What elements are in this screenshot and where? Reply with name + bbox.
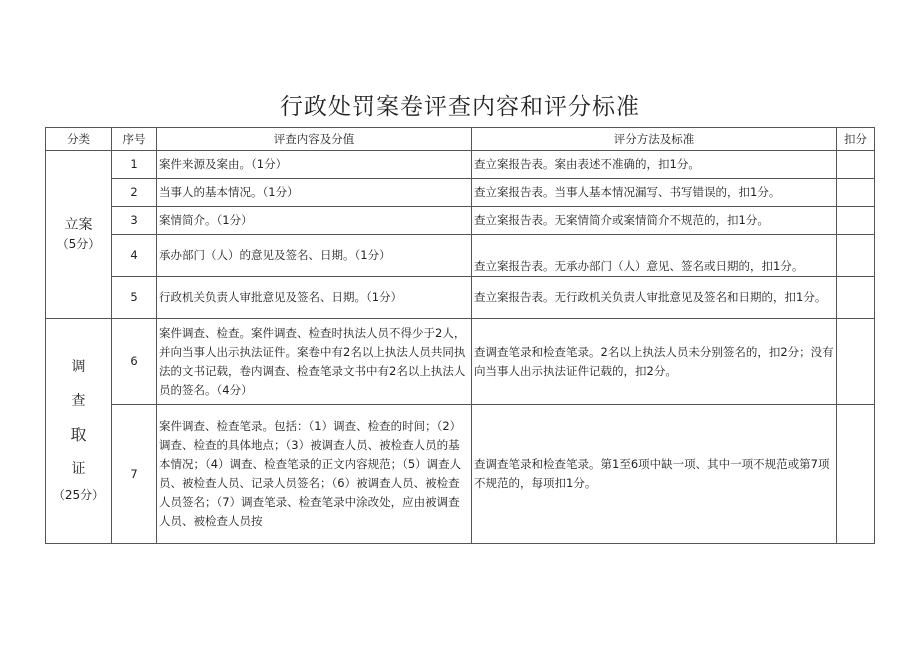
document-title: 行政处罚案卷评查内容和评分标准 <box>280 94 640 120</box>
row-content: 承办部门（人）的意见及签名、日期。（1分） <box>157 235 472 277</box>
table-row <box>46 405 875 544</box>
header-method: 评分方法及标准 <box>472 128 837 151</box>
category-investigation-score: （25分） <box>52 488 105 502</box>
row-method: 查调查笔录和检查笔录。2名以上执法人员未分别签名的，扣2分；没有向当事人出示执法证件记载的，扣2分。 <box>472 319 837 405</box>
table-row <box>46 179 875 207</box>
scoring-table <box>45 127 875 544</box>
category-filing-score: （5分） <box>56 236 101 251</box>
row-deduct <box>837 179 875 207</box>
row-deduct <box>837 319 875 405</box>
row-content: 行政机关负责人审批意见及签名、日期。（1分） <box>157 277 472 319</box>
category-investigation <box>46 319 112 544</box>
row-seq: 1 <box>112 151 157 179</box>
table-row <box>46 151 875 179</box>
category-investigation-char: 取 <box>70 425 87 444</box>
category-investigation-char: 调 <box>71 359 86 375</box>
row-method: 查立案报告表。无承办部门（人）意见、签名或日期的，扣1分。 <box>472 235 837 277</box>
table-row <box>46 207 875 235</box>
row-seq: 5 <box>112 277 157 319</box>
header-seq: 序号 <box>112 128 157 151</box>
row-method: 查立案报告表。案由表述不准确的，扣1分。 <box>472 151 837 179</box>
category-investigation-char: 证 <box>71 461 86 477</box>
row-content: 案情简介。（1分） <box>157 207 472 235</box>
header-category: 分类 <box>46 128 112 151</box>
row-deduct <box>837 207 875 235</box>
row-content: 当事人的基本情况。（1分） <box>157 179 472 207</box>
category-filing <box>46 151 112 319</box>
row-content: 案件调查、检查笔录。包括：（1）调查、检查的时间；（2）调查、检查的具体地点；（3）被调查人员、被检查人员的基本情况；（4）调查、检查笔录的正文内容规范；（5）调查人员、被检查人员、记录人员签名；（6）被调查人员、被检查人员签名；（7）调查笔录、检查笔录中涂改处，应由被调查人员、被检查人员按 <box>157 405 472 544</box>
row-method: 查立案报告表。无行政机关负责人审批意见及签名和日期的，扣1分。 <box>472 277 837 319</box>
row-deduct <box>837 277 875 319</box>
row-seq: 6 <box>112 319 157 405</box>
row-seq: 2 <box>112 179 157 207</box>
row-seq: 4 <box>112 235 157 277</box>
row-seq: 7 <box>112 405 157 544</box>
row-seq: 3 <box>112 207 157 235</box>
header-content: 评查内容及分值 <box>157 128 472 151</box>
row-method: 查立案报告表。无案情简介或案情简介不规范的，扣1分。 <box>472 207 837 235</box>
row-deduct <box>837 235 875 277</box>
table-row <box>46 319 875 405</box>
row-deduct <box>837 151 875 179</box>
header-deduct: 扣分 <box>837 128 875 151</box>
row-content: 案件调查、检查。案件调查、检查时执法人员不得少于2人，并向当事人出示执法证件。案卷中有2名以上执法人员共同执法的文书记载，卷内调查、检查笔录文书中有2名以上执法人员的签名。（4分） <box>157 319 472 405</box>
category-filing-name: 立案 <box>64 216 93 233</box>
header-row <box>46 128 875 151</box>
row-method: 查立案报告表。当事人基本情况漏写、书写错误的，扣1分。 <box>472 179 837 207</box>
table-row <box>46 235 875 277</box>
table-row <box>46 277 875 319</box>
row-method: 查调查笔录和检查笔录。第1至6项中缺一项、其中一项不规范或第7项不规范的，每项扣1分。 <box>472 405 837 544</box>
row-content: 案件来源及案由。（1分） <box>157 151 472 179</box>
row-deduct <box>837 405 875 544</box>
category-investigation-char: 查 <box>71 393 86 409</box>
